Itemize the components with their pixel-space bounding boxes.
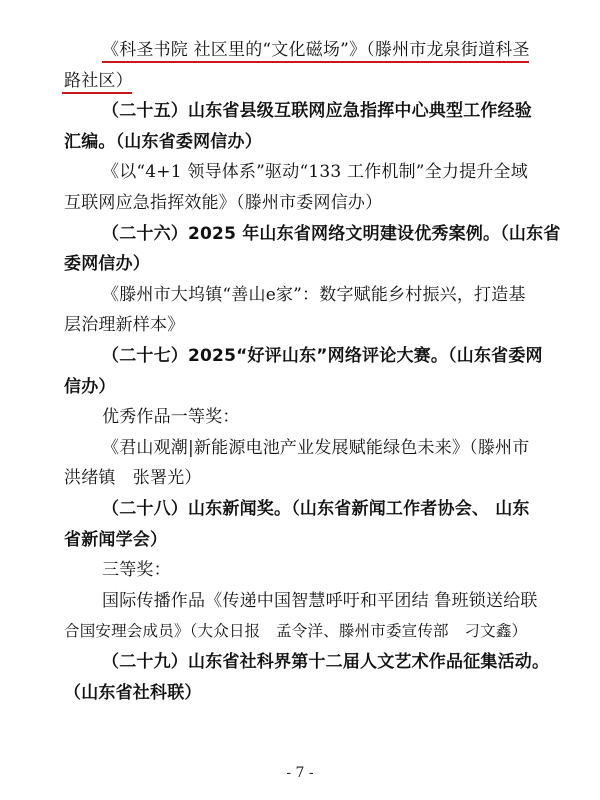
text-line-15: 洪绪镇 张署光）	[64, 468, 202, 489]
section-heading-28-line-1: （二十八）山东新闻奖。（山东省新闻工作者协会、 山东	[102, 499, 530, 519]
text-line-5: 《以“4+1 领导体系”驱动“133 工作机制”全力提升全域	[102, 162, 528, 183]
section-heading-29-line-1: （二十九）山东省社科界第十二届人文艺术作品征集活动。	[102, 652, 550, 672]
highlight-underline-2	[62, 92, 132, 94]
text-line-10: 层治理新样本》	[64, 315, 185, 336]
text-line-6: 互联网应急指挥效能》（滕州市委网信办）	[64, 193, 383, 213]
section-heading-27-line-1: （二十七）2025“好评山东”网络评论大赛。（山东省委网	[102, 346, 543, 366]
section-heading-29-line-2: （山东省社科联）	[64, 682, 202, 703]
text-line-14: 《君山观潮|新能源电池产业发展赋能绿色未来》（滕州市	[102, 437, 530, 458]
section-heading-26-line-2: 委网信办）	[64, 254, 150, 275]
section-heading-26-line-1: （二十六）2025 年山东省网络文明建设优秀案例。（山东省	[102, 223, 561, 244]
text-line-2: 路社区）	[64, 70, 133, 91]
highlight-underline-1	[102, 61, 529, 63]
award-level-third-prize: 三等奖：	[102, 560, 171, 581]
section-heading-28-line-2: 省新闻学会）	[64, 529, 168, 550]
text-line-1: 《科圣书院 社区里的“文化磁场”》（滕州市龙泉街道科圣	[102, 40, 530, 60]
text-line-20: 合国安理会成员》（大众日报 孟令洋、滕州市委宣传部 刁文鑫）	[64, 622, 528, 641]
page-number: - 7 -	[286, 765, 314, 781]
text-line-19: 国际传播作品《传递中国智慧呼吁和平团结 鲁班锁送给联	[102, 590, 538, 611]
award-level-first-prize: 优秀作品一等奖：	[102, 407, 240, 428]
text-line-9: 《滕州市大坞镇“善山e家”：数字赋能乡村振兴，打造基	[102, 284, 526, 305]
section-heading-25-line-1: （二十五）山东省县级互联网应急指挥中心典型工作经验	[102, 101, 532, 122]
section-heading-25-line-2: 汇编。（山东省委网信办）	[64, 131, 262, 152]
section-heading-27-line-2: 信办）	[64, 376, 116, 397]
